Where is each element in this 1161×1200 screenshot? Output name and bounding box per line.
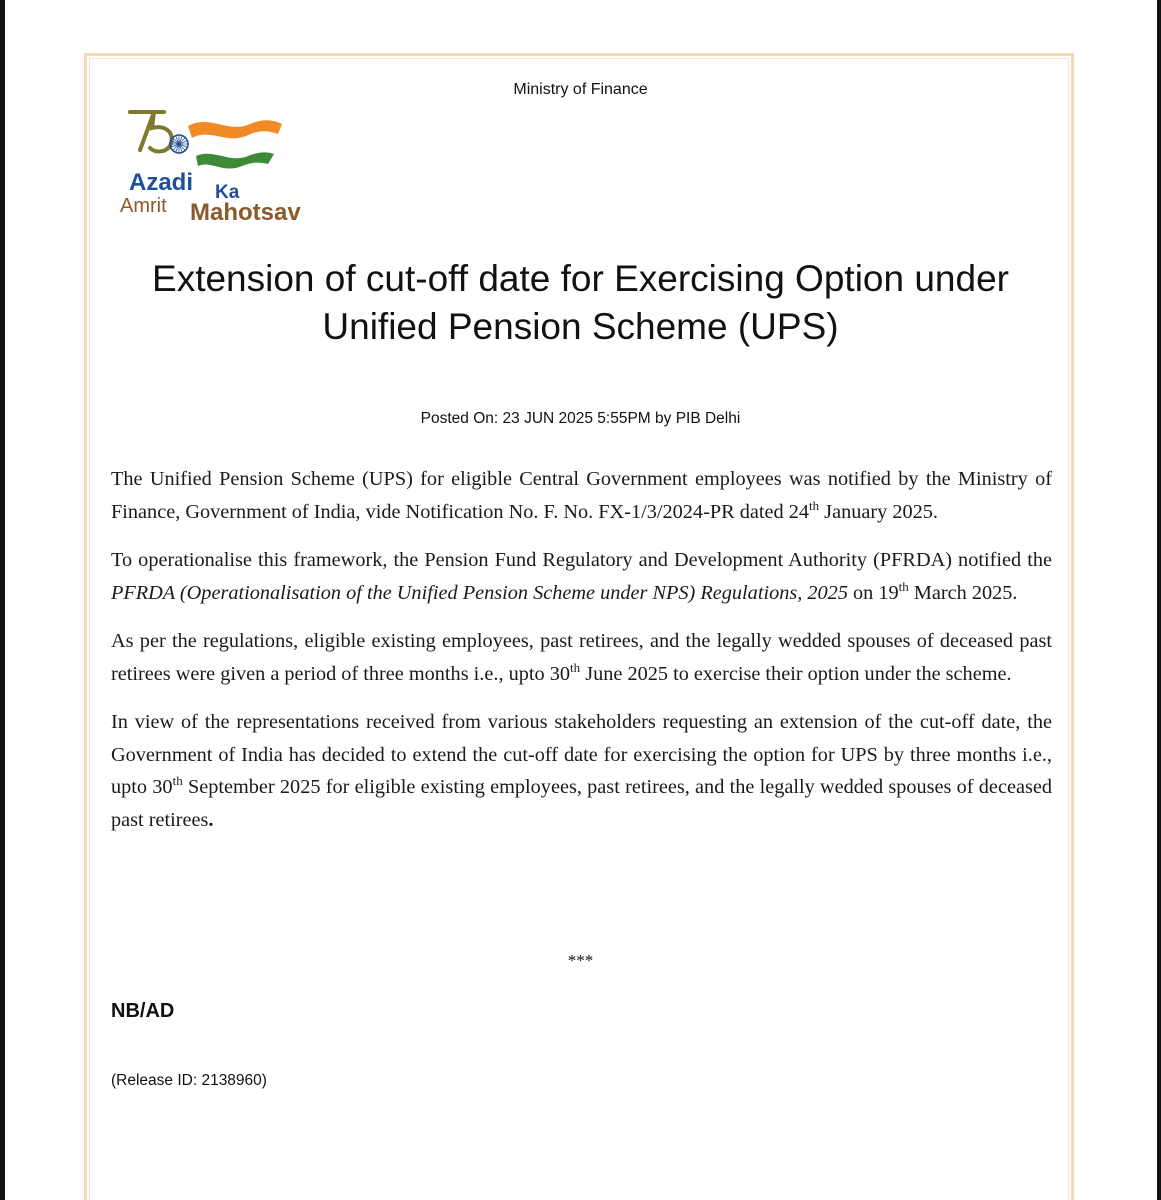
page-title: Extension of cut-off date for Exercising Option under Unified Pension Scheme (UPS) (152, 258, 1009, 347)
logo-azadi-text: Azadi (129, 169, 194, 196)
author-code: NB/AD (111, 1000, 175, 1022)
ministry-header: Ministry of Finance (513, 81, 648, 98)
azadi-ka-amrit-mahotsav-logo (118, 104, 328, 226)
paragraph-2: To operationalise this framework, the Pension Fund Regulatory and Development Authority (PFRDA) notified the PFRDA (Operationalisation of the Unified Pension Scheme under NPS) Regulations, 2025 on 19th March 2025. (111, 549, 1052, 604)
paragraph-4: In view of the representations received from various stakeholders requesting an extension of the cut-off date, the Government of India has decided to extend the cut-off date for exercising the option for UPS by three months i.e., upto 30th September 2025 for eligible existing employees, past retirees, and the legally wedded spouses of deceased past retirees. (111, 711, 1052, 831)
right-window-edge (1157, 0, 1161, 1200)
logo-amrit-text: Amrit (120, 195, 167, 217)
release-id: (Release ID: 2138960) (111, 1072, 267, 1089)
posted-on-line: Posted On: 23 JUN 2025 5:55PM by PIB Delhi (420, 410, 741, 427)
paragraph-3: As per the regulations, eligible existing employees, past retirees, and the legally wedded spouses of deceased past retirees were given a period of three months i.e., upto 30th June 2025 to exercise their option under the scheme. (111, 630, 1052, 685)
separator-stars: *** (567, 951, 594, 970)
logo-75-numeral (130, 112, 172, 152)
flag-waves-icon (188, 120, 282, 168)
chakra-icon (170, 135, 188, 153)
logo-mahotsav-text: Mahotsav (190, 199, 301, 226)
document-body (111, 463, 1052, 852)
logo-ka-text: Ka (215, 182, 240, 203)
left-window-edge (0, 0, 5, 1200)
paragraph-1: The Unified Pension Scheme (UPS) for eligible Central Government employees was notified by the Ministry of Finance, Government of India, vide Notification No. F. No. FX-1/3/2024-PR dated 24th January 2025. (111, 468, 1052, 523)
